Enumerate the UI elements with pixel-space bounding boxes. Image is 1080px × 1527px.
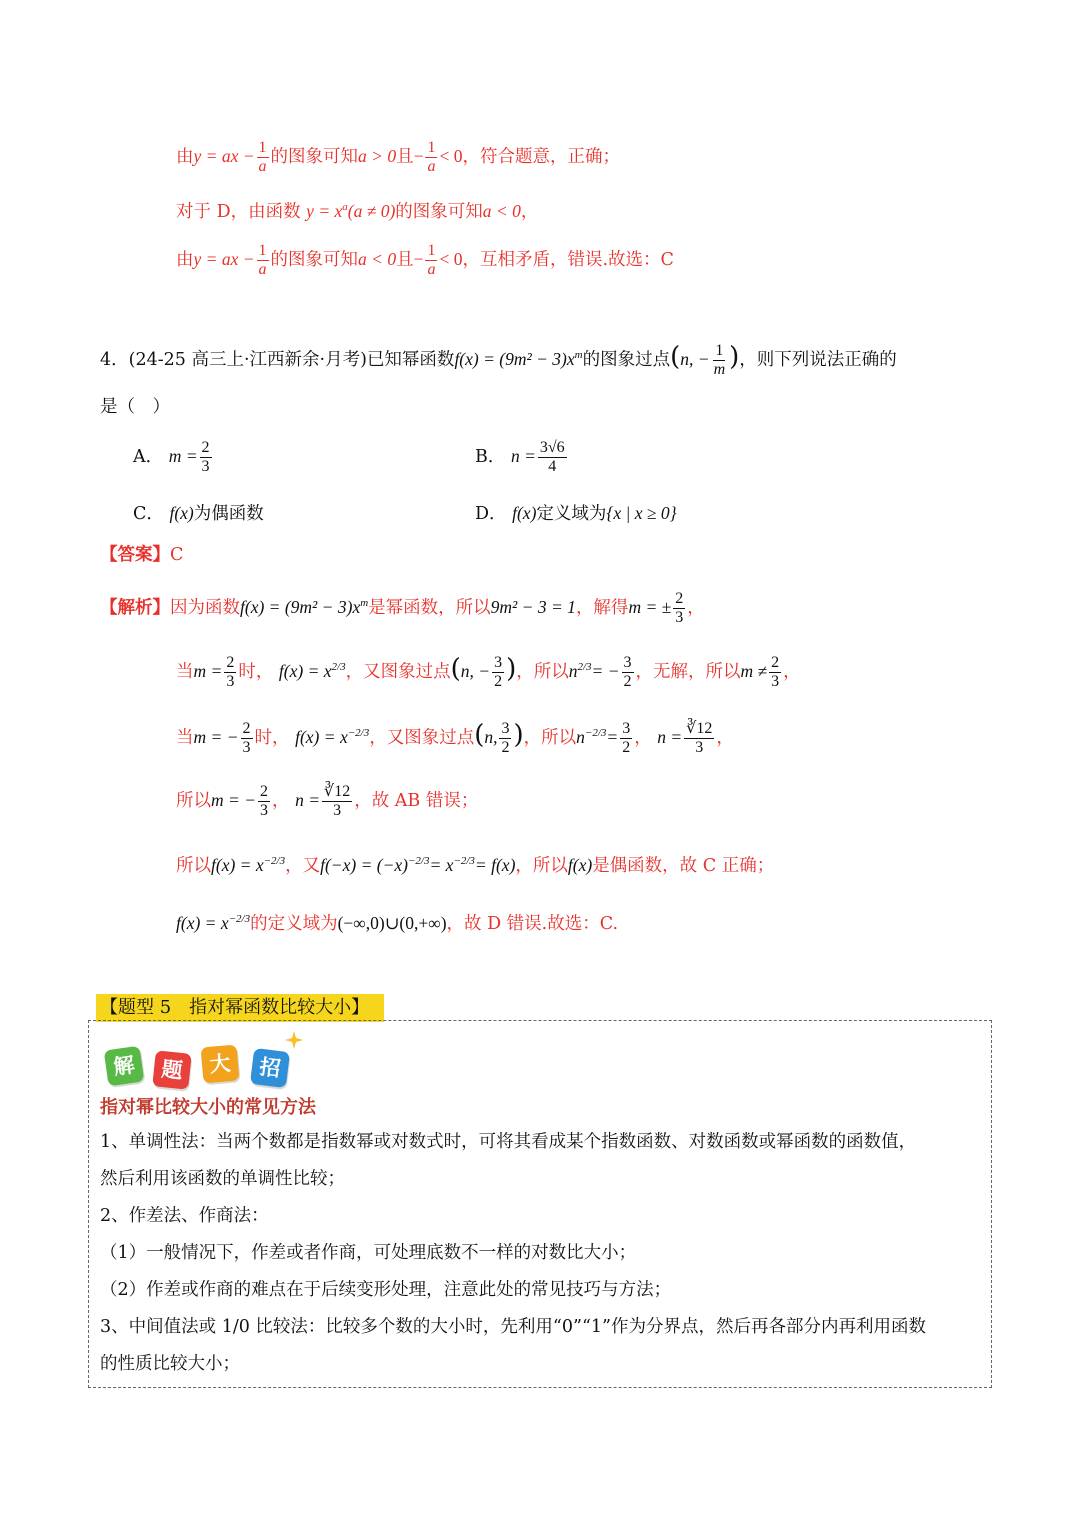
analysis-label: 【解析】 — [100, 597, 170, 618]
answer-value: C — [170, 545, 184, 565]
question-stem-cont: 是（ ） — [100, 397, 170, 417]
question-stem: 4．(24-25 高三上·江西新余·月考)已知幂函数$f(x) = (9m^2 - 3)x^m$的图象过点(n, − $\frac{1}{m}$ )，则下列说法正确的 — [100, 341, 897, 378]
badge-tile-1: 解 — [104, 1046, 145, 1087]
tip-line-2: 然后利用该函数的单调性比较； — [100, 1169, 345, 1189]
tip-line-3: 2、作差法、作商法： — [100, 1206, 269, 1226]
tip-line-1: 1、单调性法：当两个数都是指数幂或对数式时，可将其看成某个指数函数、对数函数或幂函数的函数值， — [100, 1132, 917, 1152]
solution-line-3: 由y = ax − $\frac{1}{a}$ 的图象可知a < 0且− $\frac{1}{a}$ < 0，互相矛盾，错误.故选：C — [176, 242, 674, 278]
badge-tile-4: 招 — [250, 1048, 290, 1088]
option-b[interactable]: B． n = $\frac{3√6}{4}$ — [475, 439, 565, 475]
solution-line-2: 对于 D，由函数 $y = x^a(a \ne 0)$的图象可知a < 0， — [176, 200, 539, 222]
analysis-line-4: 所以m = − $\frac{2}{3}$ ， n = $\frac{∛12}{3}$ ，故 AB 错误； — [176, 783, 479, 819]
sparkle-icon — [284, 1030, 304, 1050]
option-a[interactable]: A． m = $\frac{2}{3}$ — [133, 439, 210, 475]
section-banner: 【题型 5 指对幂函数比较大小】 — [96, 994, 384, 1022]
section-subtitle: 指对幂比较大小的常见方法 — [100, 1097, 316, 1118]
option-d[interactable]: D． f(x)定义域为{x | x ≥ 0} — [475, 503, 677, 524]
badge-tile-2: 题 — [152, 1050, 192, 1090]
tip-line-7: 的性质比较大小； — [100, 1354, 240, 1374]
analysis-line-6: $f(x) = x^{-2/3}$的定义域为(−∞,0)∪(0,+∞)，故 D 错误.故选：C. — [176, 912, 619, 934]
analysis-line-2: 当m = $\frac{2}{3}$ 时， $f(x) = x^{2/3}$，又图象过点(n, − $\frac{3}{2}$ )，所以$n^{2/3}=$ − $\frac{3}{2}$ ，无解，所以m ≠ $\frac{2}{3}$ ， — [176, 653, 801, 690]
tip-line-6: 3、中间值法或 1/0 比较法：比较多个数的大小时，先利用“0”“1”作为分界点，然后再各部分内再利用函数 — [100, 1317, 926, 1337]
solution-line-1: 由y = ax − $\frac{1}{a}$ 的图象可知a > 0且− $\frac{1}{a}$ < 0，符合题意，正确； — [176, 139, 620, 175]
analysis-line-5: 所以$f(x) = x^{-2/3}$，又$f(-x) = (-x)^{-2/3}= x^{-2/3}= f(x)$，所以f(x)是偶函数，故 C 正确； — [176, 854, 775, 876]
analysis-line-3: 当m = − $\frac{2}{3}$ 时， $f(x) = x^{-2/3}$，又图象过点(n, $\frac{3}{2}$ )，所以$n^{-2/3}=$ $\frac{3}{2}$ ， n = $\frac{∛12}{3}$ ， — [176, 719, 734, 756]
badge-tile-3: 大 — [200, 1044, 239, 1083]
option-c[interactable]: C． f(x)为偶函数 — [133, 503, 264, 524]
analysis-line-1: 【解析】因为函数$f(x) = (9m^2 - 3)x^m$是幂函数，所以9m² − 3 = 1，解得m = ± $\frac{2}{3}$ ， — [100, 589, 705, 626]
tip-line-5: （2）作差或作商的难点在于后续变形处理，注意此处的常见技巧与方法； — [100, 1280, 672, 1300]
answer-label: 【答案】 — [100, 545, 170, 565]
tip-line-4: （1）一般情况下，作差或者作商，可处理底数不一样的对数比大小； — [100, 1243, 637, 1263]
answer-line — [100, 540, 183, 570]
